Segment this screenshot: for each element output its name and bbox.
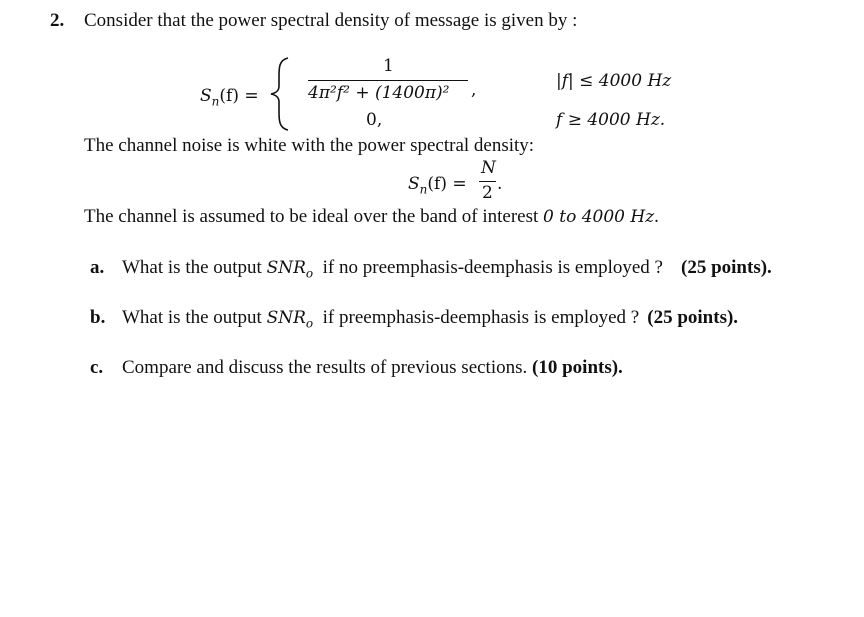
part-b: b. What is the output $SNR_o$ if preemphasis-deemphasis is employed ? (25 points). bbox=[90, 307, 739, 331]
noise-description: The channel noise is white with the power spectral density: bbox=[84, 135, 535, 156]
part-a-label: a. bbox=[90, 257, 105, 278]
part-c-points: (10 points). bbox=[532, 357, 623, 378]
psd-message-fraction-bar bbox=[308, 80, 468, 81]
psd-message-case2-condition: f ≥ 4000 Hz. bbox=[556, 110, 666, 130]
part-a: a. What is the output $SNR_o$ if no preemphasis-deemphasis is employed ? (25 points). bbox=[90, 257, 772, 281]
snr-symbol: $SNR_o$ bbox=[266, 308, 314, 331]
psd-message-denominator: 4π²f² + (1400π)² bbox=[308, 83, 450, 103]
psd-message-lhs: $S_n(f)$ = bbox=[200, 86, 259, 109]
channel-description: The channel is assumed to be ideal over the band of interest 0 to 4000 Hz. bbox=[84, 206, 659, 227]
channel-band: 0 to 4000 Hz bbox=[543, 207, 655, 227]
psd-message-zero: 0, bbox=[366, 110, 383, 130]
part-b-label: b. bbox=[90, 307, 106, 328]
psd-message-case1-condition: |f| ≤ 4000 Hz bbox=[556, 71, 672, 91]
psd-message-numerator: 1 bbox=[383, 56, 394, 76]
part-b-points: (25 points). bbox=[647, 307, 739, 328]
psd-noise-dot: . bbox=[497, 174, 503, 194]
psd-noise-lhs: $S_n(f)$ = bbox=[408, 174, 467, 197]
part-c-label: c. bbox=[90, 357, 104, 378]
part-a-points: (25 points). bbox=[681, 257, 772, 278]
psd-noise-numerator: N bbox=[481, 158, 496, 178]
question-number: 2. bbox=[50, 10, 65, 31]
left-brace-icon bbox=[268, 56, 294, 132]
psd-message-comma: , bbox=[471, 80, 477, 100]
question-intro: Consider that the power spectral density of message is given by : bbox=[84, 10, 578, 31]
snr-symbol: $SNR_o$ bbox=[266, 258, 314, 281]
psd-noise-fraction-bar bbox=[479, 181, 496, 182]
part-c: c. Compare and discuss the results of previous sections. (10 points). bbox=[90, 357, 623, 378]
psd-noise-denominator: 2 bbox=[482, 183, 493, 203]
